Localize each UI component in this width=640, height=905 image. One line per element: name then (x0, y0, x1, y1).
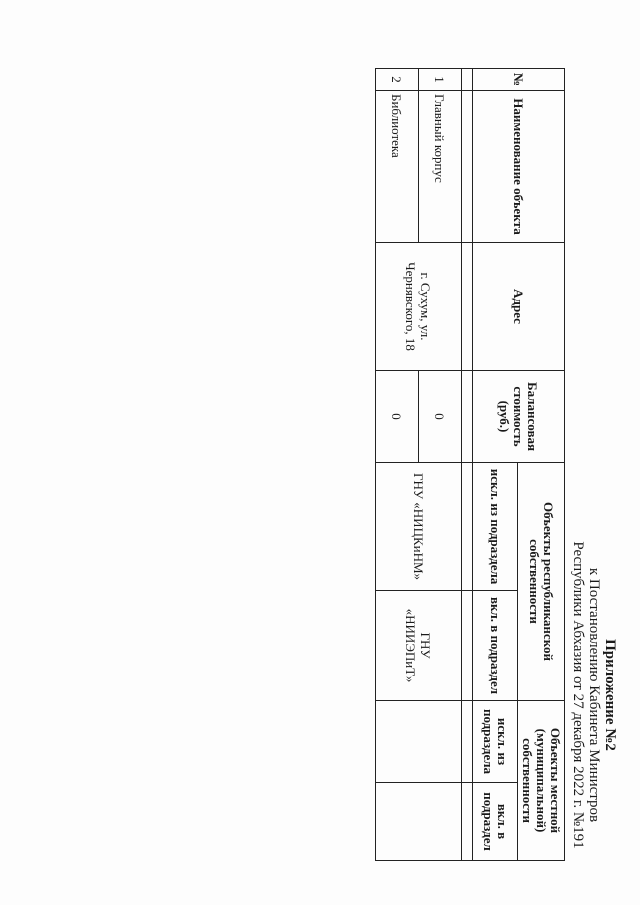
appendix-title: Приложение №2 (602, 639, 618, 751)
cell-balance: 0 (419, 371, 462, 463)
header-loc-included: вкл. в подраздел (473, 783, 518, 861)
spacer-row (462, 69, 473, 861)
cell-num: 1 (419, 69, 462, 91)
cell-name: Библиотека (376, 91, 419, 243)
header-address: Адрес (473, 243, 565, 371)
header-local: Объекты местной (муниципальной) собственности (518, 701, 565, 861)
cell-balance: 0 (376, 371, 419, 463)
header-balance: Балансовая стоимость (руб.) (473, 371, 565, 463)
table-row (419, 69, 462, 861)
cell-loc-excluded (376, 701, 462, 783)
header-name: Наименование объекта (473, 91, 565, 243)
appendix-heading (570, 530, 618, 860)
header-row-1 (518, 69, 565, 861)
cell-rep-included: ГНУ «НИИЭПиТ» (376, 591, 462, 701)
cell-rep-excluded: ГНУ «НИЦКиНМ» (376, 463, 462, 591)
header-loc-excluded: искл. из подраздела (473, 701, 518, 783)
header-republican: Объекты республиканской собственности (518, 463, 565, 701)
cell-num: 2 (376, 69, 419, 91)
header-rep-included: вкл. в подраздел (473, 591, 518, 701)
cell-loc-included (376, 783, 462, 861)
header-rep-excluded: искл. из подраздела (473, 463, 518, 591)
appendix-line-1: к Постановлению Кабинета Министров (586, 567, 602, 823)
cell-address: г. Сухум, ул. Чернявского, 18 (376, 243, 462, 371)
cell-name: Главный корпус (419, 91, 462, 243)
objects-table (375, 68, 565, 861)
appendix-line-2: Республики Абхазия от 27 декабря 2022 г. №191 (570, 541, 586, 849)
header-num: № (473, 69, 565, 91)
